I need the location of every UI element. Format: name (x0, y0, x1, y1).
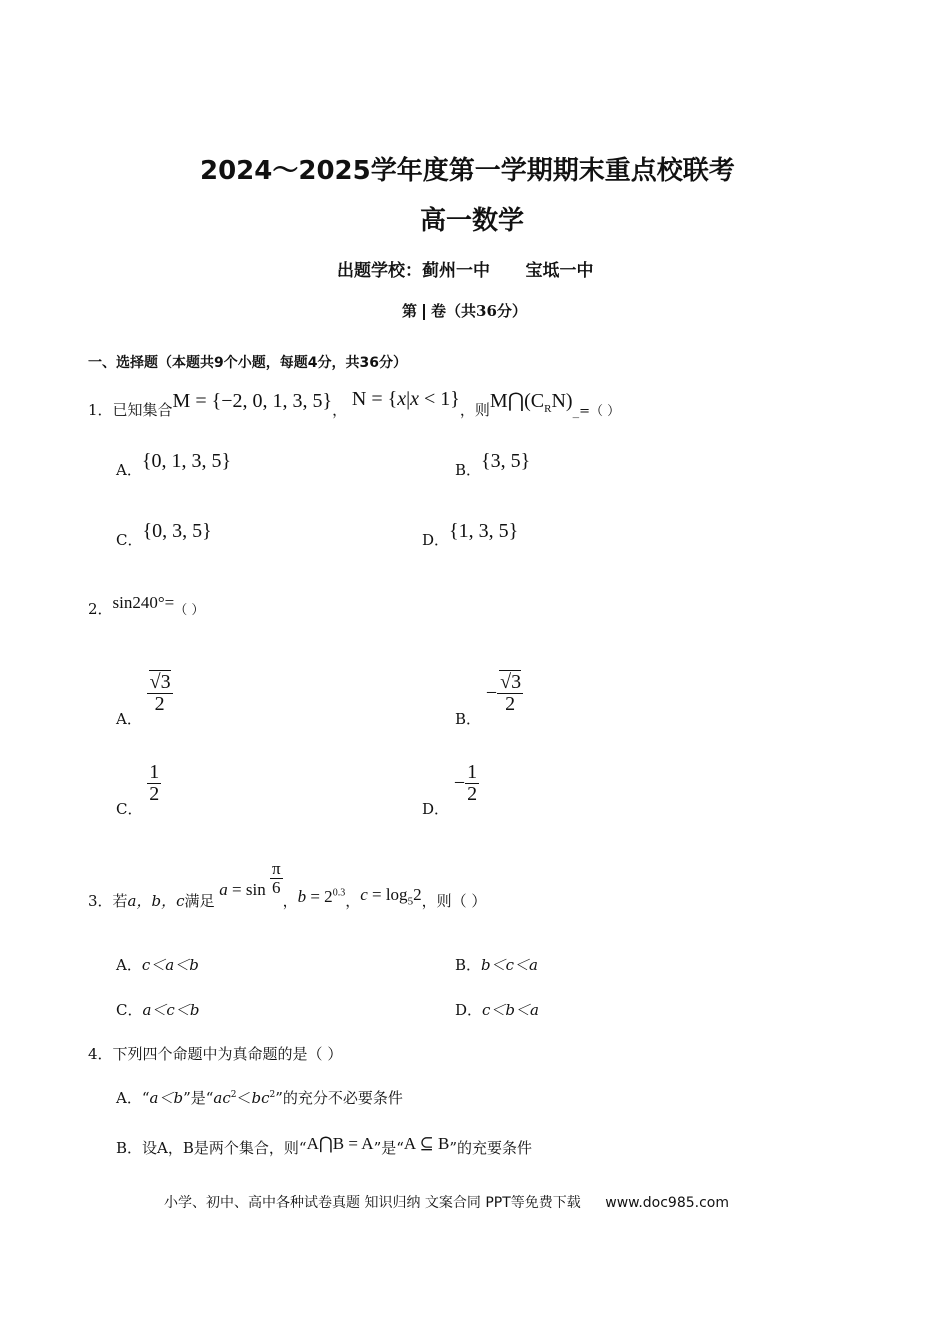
exponent: 2 (230, 1090, 237, 1100)
option-fraction: $\frac{1}{2}$ (467, 761, 478, 805)
option-label: A． (116, 1089, 142, 1107)
section-heading: 一、选择题（本题共9个小题，每题4分，共36分） (88, 355, 407, 371)
q2-answer-blank: （ ） (174, 603, 205, 618)
q3-satisfy: 满足 (184, 892, 215, 910)
q1-then: ，则 (459, 401, 490, 419)
option-label: A． (116, 461, 142, 479)
expr-subset: A ⊆ B (403, 1134, 450, 1153)
exam-title: 2024～2025学年度第一学期期末重点校联考 (200, 156, 735, 186)
option-value: {1, 3, 5} (449, 520, 519, 542)
q3-answer-blank: ，则（ ） (421, 892, 487, 910)
q3-prefix: 3．若 (88, 892, 128, 910)
roman-numeral-one (423, 304, 425, 320)
option-tail: ”的充分不必要条件 (275, 1089, 403, 1107)
option-fraction: $\frac{1}{2}$ (149, 761, 160, 805)
q1-option-a[interactable] (116, 450, 232, 481)
question-4: 4．下列四个命题中为真命题的是（ ） (88, 1045, 343, 1063)
option-label: B． (116, 1139, 143, 1157)
option-value: c＜a＜b (141, 956, 199, 974)
option-label: D． (455, 1001, 483, 1019)
q2-option-a[interactable] (116, 671, 173, 728)
q1-answer-blank: _=（ ） (572, 404, 621, 419)
option-label: C． (116, 1001, 143, 1019)
option-fraction: $\frac{√3}{2}$ (497, 672, 523, 715)
term-ac: ac (213, 1089, 231, 1107)
footer-ad (164, 1192, 729, 1212)
option-label: A． (116, 956, 142, 974)
exponent: 2 (269, 1090, 276, 1100)
option-value: {0, 3, 5} (142, 520, 212, 542)
option-label: C． (116, 799, 143, 818)
q3-c-definition: $c = \log_52$ (360, 885, 422, 908)
q3-a-definition: a = sin $\frac{\pi}{6}$ (219, 859, 281, 900)
connector: ”是“ (183, 1089, 214, 1107)
option-value: {0, 1, 3, 5} (141, 450, 232, 472)
q3-sep: ， (282, 892, 298, 910)
q1-comma: ， (332, 401, 348, 419)
q4-option-a[interactable] (116, 1087, 403, 1108)
option-fraction: $\frac{√3}{2}$ (147, 672, 173, 715)
q1-option-b[interactable] (455, 450, 531, 481)
option-label: D． (422, 531, 450, 549)
option-text: 设A，B是两个集合，则“ (142, 1139, 307, 1157)
minus-sign: − (453, 772, 466, 794)
q3-option-c[interactable] (116, 999, 199, 1020)
question-1 (88, 388, 621, 423)
q4-option-b[interactable] (116, 1134, 532, 1158)
volume-label (402, 300, 527, 321)
term-bc: bc (251, 1089, 270, 1107)
footer-site-link[interactable]: www.doc985.com (605, 1195, 729, 1211)
q1-expression: $M⋂(C_RN)$ (489, 390, 573, 415)
q3-b-definition: $b = 2^{0.3}$ (297, 887, 346, 906)
option-label: A． (116, 709, 142, 728)
q3-sep: ， (345, 892, 361, 910)
option-text: ”的充要条件 (449, 1139, 532, 1157)
source-schools: 出题学校：蓟州一中 宝坻一中 (337, 261, 594, 281)
option-value: c＜b＜a (482, 1001, 539, 1019)
expr-intersection: A⋂B = A (306, 1134, 374, 1153)
q2-option-b[interactable] (455, 671, 523, 728)
q2-prefix: 2． (88, 600, 113, 618)
q3-variables: a，b，c (127, 892, 185, 910)
option-label: B． (455, 709, 482, 728)
quote-open: “ (141, 1089, 150, 1107)
subject-title: 高一数学 (420, 206, 525, 236)
q1-prefix: 1．已知集合 (88, 401, 173, 419)
q2-option-d[interactable] (422, 761, 479, 818)
minus-sign: − (485, 682, 498, 704)
q1-option-c[interactable] (116, 520, 212, 551)
q2-option-c[interactable] (116, 761, 161, 818)
option-value: {3, 5} (481, 450, 531, 472)
footer-text: 小学、初中、高中各种试卷真题 知识归纳 文案合同 PPT等免费下载 (164, 1195, 581, 1211)
q1-option-d[interactable] (422, 520, 519, 551)
q3-option-a[interactable] (116, 954, 199, 975)
option-label: C． (116, 531, 143, 549)
q2-expression: sin240°= (112, 593, 175, 612)
question-3 (88, 859, 487, 910)
q3-option-b[interactable] (455, 954, 538, 975)
condition-a: a＜b (149, 1089, 184, 1107)
option-value: b＜c＜a (481, 956, 538, 974)
question-2 (88, 593, 205, 619)
q1-set-n: N = {x|x < 1} (351, 388, 460, 410)
option-label: B． (455, 956, 482, 974)
option-value: a＜c＜b (142, 1001, 200, 1019)
volume-prefix: 第 (402, 302, 418, 320)
q1-set-m: M = {−2, 0, 1, 3, 5} (172, 390, 333, 412)
option-text: ”是“ (373, 1139, 404, 1157)
option-label: D． (422, 799, 450, 818)
less-than: ＜ (236, 1089, 252, 1107)
volume-suffix: 卷（共36分） (431, 302, 527, 320)
option-label: B． (455, 461, 482, 479)
q3-option-d[interactable] (455, 999, 539, 1020)
